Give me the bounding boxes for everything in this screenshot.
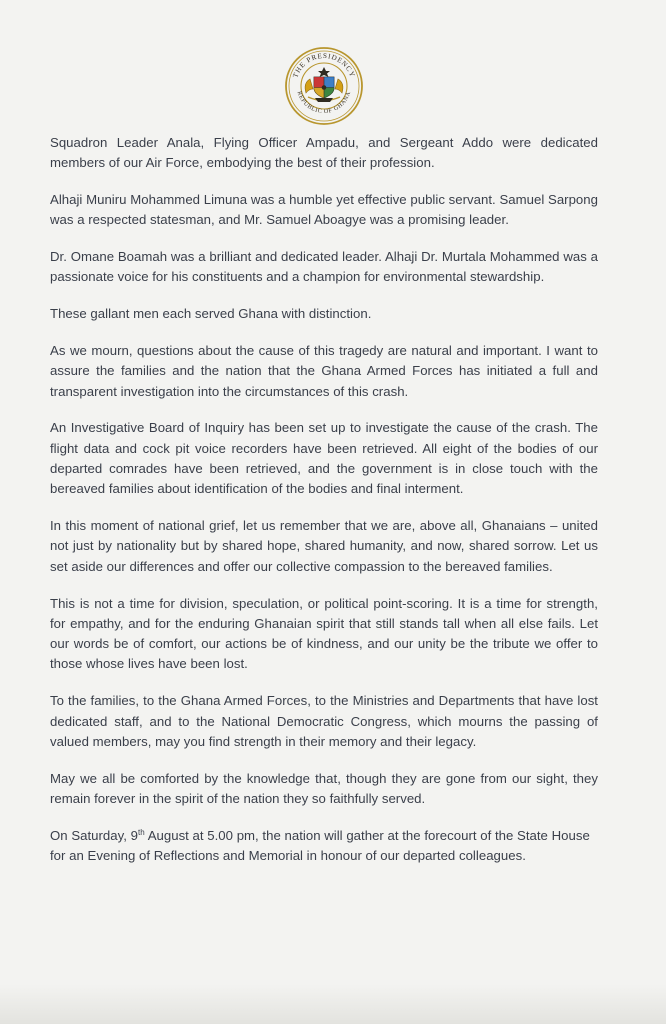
seal-top-text: THE PRESIDENCY — [291, 51, 357, 79]
statement-paragraph: May we all be comforted by the knowledge that, though they are gone from our sight, they remain forever in the spirit of the nation they so faithfully served. — [50, 770, 598, 806]
coat-of-arms-icon — [305, 67, 343, 102]
presidency-seal — [284, 46, 364, 126]
memorial-announcement — [50, 826, 598, 867]
statement-paragraph: Alhaji Muniru Mohammed Limuna was a humble yet effective public servant. Samuel Sarpong was a respected statesman, and Mr. Samuel Aboagye was a promising leader. — [50, 192, 598, 228]
date-suffix: th — [138, 827, 145, 837]
statement-paragraph: To the families, to the Ghana Armed Forces, to the Ministries and Departments that have lost dedicated staff, and to the National Democratic Congress, which mourns the passing of valued members, may you find strength in their memory and their legacy. — [50, 693, 598, 749]
statement-paragraph: Dr. Omane Boamah was a brilliant and dedicated leader. Alhaji Dr. Murtala Mohammed was a passionate voice for his constituents and a champion for environmental stewardship. — [50, 249, 598, 285]
statement-paragraph: In this moment of national grief, let us remember that we are, above all, Ghanaians – united not just by nationality but by shared hope, shared humanity, and now, shared sorrow. Let us set aside our differences and offer our collective compassion to the bereaved families. — [50, 518, 598, 574]
seal-bottom-text: REPUBLIC OF GHANA — [295, 90, 353, 116]
statement-paragraph: This is not a time for division, speculation, or political point-scoring. It is a time for strength, for empathy, and for the enduring Ghanaian spirit that still stands tall when all else fails. Let our words be of comfort, our actions be of kindness, and our unity be the tribute we offer to those whose lives have been lost. — [50, 595, 598, 672]
statement-paragraph: An Investigative Board of Inquiry has been set up to investigate the cause of the crash. The flight data and cock pit voice recorders have been retrieved. All eight of the bodies of our departed comrades have been retrieved, and the government is in close touch with the bereaved families about identification of the bodies and final interment. — [50, 420, 598, 497]
statement-paragraph: As we mourn, questions about the cause of this tragedy are natural and important. I want to assure the families and the nation that the Ghana Armed Forces has initiated a full and transparent investigation into the circumstances of this crash. — [50, 343, 598, 399]
statement-paragraph: Squadron Leader Anala, Flying Officer Ampadu, and Sergeant Addo were dedicated members of our Air Force, embodying the best of their profession. — [50, 135, 598, 171]
memorial-announcement-start: On Saturday, 9 — [50, 827, 139, 843]
statement-body — [50, 133, 598, 866]
memorial-announcement-end: August at 5.00 pm, the nation will gather at the forecourt of the State House for an Evening of Reflections and Memorial in honour of our departed colleagues. — [50, 827, 590, 864]
statement-paragraph: These gallant men each served Ghana with distinction. — [50, 306, 372, 322]
